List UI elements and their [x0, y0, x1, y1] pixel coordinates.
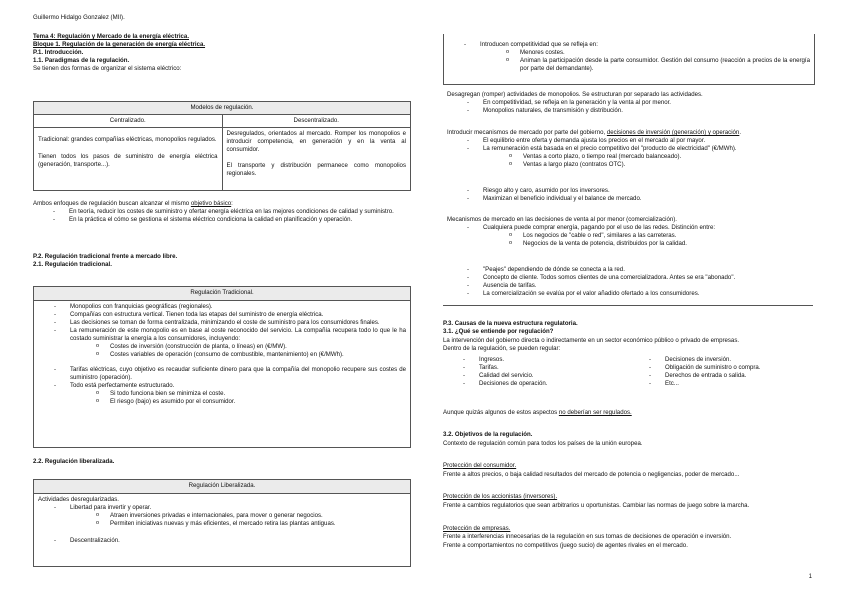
- aunque-text: Aunque quizás algunos de estos aspectos no deberían ser regulados.: [443, 409, 632, 416]
- list-item: o Atraen inversiones privadas e internacionales, para mover o generar negocios.: [34, 512, 410, 520]
- heading-consumidor: Protección del consumidor.: [443, 462, 517, 469]
- section-2-2: 2.2. Regulación liberalizada.: [33, 458, 115, 465]
- heading-accionistas: Protección de los accionistas (inversores).: [443, 493, 558, 500]
- models-c2-p2: El transporte y distribución permanece como monopolios regionales.: [226, 162, 406, 178]
- list-item: - Tarifas.: [443, 364, 629, 372]
- page-number: 1: [808, 572, 812, 580]
- section-1-1: 1.1. Paradigmas de la regulación.: [33, 57, 130, 64]
- list-item: - El equilibrio entre oferta y demanda ajusta los precios en el mercado al por mayor.: [447, 137, 813, 145]
- section-3-2: 3.2. Objetivos de la regulación.: [443, 431, 533, 438]
- list-item: o Costes variables de operación (consumo de combustible, mantenimiento) en (€/MWh).: [34, 351, 406, 359]
- list-item: - Decisiones de inversión.: [629, 356, 815, 364]
- introducir-list: [447, 137, 813, 169]
- text-empresas-1: Frente a interferencias innecesarias de la regulación en sus tomas de decisiones de operación e inversión.: [443, 533, 732, 540]
- list-item: - La remuneración de este monopolio es en base al coste reconocido del servicio. La compañía recupera todo lo que le ha costado suministrar la energía a los consumidores, incluyendo:: [34, 327, 406, 343]
- list-item: - Cualquiera puede comprar energía, pagando por el uso de las redes. Distinción entre:: [447, 224, 813, 232]
- list-item: - Introducen competitividad que se refleja en:: [444, 41, 810, 49]
- list-item: - Maximizan el beneficio individual y el balance de mercado.: [447, 195, 813, 203]
- list-item: - Derechos de entrada o salida.: [629, 372, 815, 380]
- peajes-list: [447, 266, 813, 298]
- mecanismos-list: [447, 224, 813, 248]
- list-item: o El riesgo (bajo) es asumido por el consumidor.: [34, 398, 406, 406]
- list-item: - Compañías con estructura vertical. Tienen toda las etapas del suministro de energía eléctrica.: [34, 311, 406, 319]
- section-p2: P.2. Regulación tradicional frente a mercado libre.: [33, 253, 178, 260]
- list-item: - La remuneración está basada en el precio competitivo del "producto de electricidad" (€/MWh).: [447, 145, 813, 153]
- author-line: Guillermo Hidalgo Gonzalez (MII).: [33, 14, 125, 21]
- list-item: - Ausencia de tarifas.: [447, 282, 813, 290]
- models-c1-p1: Tradicional: grandes compañías eléctricas, monopolios regulados.: [38, 136, 217, 144]
- heading-empresas: Protección de empresas.: [443, 525, 511, 532]
- list-item: o Animan la participación desde la parte consumidor. Gestión del consumo (reacción a precios de la energía por parte del demandante).: [444, 57, 810, 73]
- liberalized-title: Regulación Liberalizada.: [34, 480, 410, 494]
- liberalized-box-continued: [443, 34, 815, 85]
- section-3-1: 3.1. ¿Qué se entiende por regulación?: [443, 328, 554, 335]
- riesgo-list: [447, 187, 813, 203]
- list-item: - Concepto de cliente. Todos somos clientes de una comercializadora. Antes se era "abonado".: [447, 274, 813, 282]
- text-empresas-2: Frente a comportamientos no competitivos (juego sucio) de agentes rivales en el mercado.: [443, 542, 688, 549]
- models-col-decentralized: Descentralizado.: [222, 115, 411, 128]
- list-item: - Calidad del servicio.: [443, 372, 629, 380]
- list-item: - "Peajes" dependiendo de dónde se conecta a la red.: [447, 266, 813, 274]
- list-item: o Negocios de la venta de potencia, distribuidos por la calidad.: [447, 240, 813, 248]
- section-p1: P.1. Introducción.: [33, 49, 84, 56]
- list-item: - Libertad para invertir y operar.: [34, 504, 410, 512]
- list-item: - Decisiones de operación.: [443, 380, 629, 388]
- desagregan-text: Desagregan (romper) actividades de monopolios. Se estructuran por separado las actividades.: [447, 91, 703, 98]
- list-item: - Ingresos.: [443, 356, 629, 364]
- section-p3: P.3. Causas de la nueva estructura regulatoria.: [443, 320, 578, 327]
- models-col-centralized: Centralizado.: [34, 115, 223, 128]
- traditional-title: Regulación Tradicional.: [34, 287, 410, 301]
- list-item: - Tarifas eléctricas, cuyo objetivo es recaudar suficiente dinero para que la compañía del monopolio recupere sus costes de suministro (operación).: [34, 366, 406, 382]
- list-item: o Si todo funciona bien se minimiza el coste.: [34, 390, 406, 398]
- regular-lists: [443, 356, 815, 388]
- list-item: - Todo está perfectamente estructurado.: [34, 382, 406, 390]
- ambos-list: [33, 208, 411, 224]
- traditional-box: [33, 286, 411, 448]
- list-item: - Descentralización.: [34, 537, 410, 545]
- list-item: o Ventas a largo plazo (contratos OTC).: [447, 161, 813, 169]
- mecanismos-text: Mecanismos de mercado en las decisiones de venta al por menor (comercialización).: [447, 216, 677, 223]
- list-item: o Los negocios de "cable o red", similares a las carreteras.: [447, 232, 813, 240]
- models-title: Modelos de regulación.: [34, 102, 411, 115]
- desagregan-list: [447, 99, 813, 115]
- list-item: - Obligación de suministro o compra.: [629, 364, 815, 372]
- list-item: o Menores costes.: [444, 49, 810, 57]
- list-item: - Monopolios naturales, de transmisión y distribución.: [447, 107, 813, 115]
- text-accionistas: Frente a cambios regulatorios que sean arbitrarios u oportunistas. Cambiar las normas de juego sobre la marcha.: [443, 502, 750, 509]
- intro-text: Se tienen dos formas de organizar el sistema eléctrico:: [33, 65, 182, 72]
- models-table: [33, 101, 411, 191]
- dentro-text: Dentro de la regulación, se pueden regular:: [443, 345, 561, 352]
- bloque-title: Bloque 1. Regulación de la generación de energía eléctrica.: [33, 41, 206, 48]
- list-item: - En competitividad, se refleja en la generación y la venta al por menor.: [447, 99, 813, 107]
- text-consumidor: Frente a altos precios, o baja calidad resultados del mercado de potencia o negligencias, poder de mercado...: [443, 471, 740, 478]
- list-item: - En la práctica el cómo se gestiona el sistema eléctrico condiciona la calidad en planificación y operación.: [33, 216, 411, 224]
- list-item: - Las decisiones se toman de forma centralizada, minimizando el coste de suministro para los consumidores finales.: [34, 319, 406, 327]
- list-item: - En teoría, reducir los costes de suministro y ofertar energía eléctrica en las mejores condiciones de calidad y suministro.: [33, 208, 411, 216]
- box-bottom-border: [443, 305, 813, 306]
- section-3-2-text: Contexto de regulación común para todos los países de la unión europea.: [443, 440, 643, 447]
- section-3-1-text: La intervención del gobierno directa o indirectamente en un sector económico público o privado de empresas.: [443, 337, 740, 344]
- liberalized-box: [33, 479, 411, 567]
- liberalized-intro: Actividades desregularizadas.: [38, 496, 119, 504]
- models-c1-p2: Tienen todos los pasos de suministro de energía eléctrica (generación, transporte...).: [38, 153, 218, 169]
- list-item: o Costes de inversión (construcción de planta, o líneas) en (€/MW).: [34, 343, 406, 351]
- tema-title: Tema 4: Regulación y Mercado de la energía eléctrica.: [33, 33, 190, 40]
- list-item: - Monopolios con franquicias geográficas (regionales).: [34, 303, 406, 311]
- list-item: - La comercialización se evalúa por el valor añadido ofertado a los consumidores.: [447, 290, 813, 298]
- introducir-text: Introducir mecanismos de mercado por parte del gobierno, decisiones de inversión (generación) y operación.: [447, 129, 742, 136]
- section-2-1: 2.1. Regulación tradicional.: [33, 261, 112, 268]
- list-item: - Riesgo alto y caro, asumido por los inversores.: [447, 187, 813, 195]
- list-item: o Ventas a corto plazo, o tiempo real (mercado balanceado).: [447, 153, 813, 161]
- list-item: - Etc...: [629, 380, 815, 388]
- list-item: o Permiten iniciativas nuevas y más eficientes, el mercado retira las plantas antiguas.: [34, 520, 410, 528]
- models-c2-p1: Desregulados, orientados al mercado. Romper los monopolios e introducir competencia, en generación y en la venta al consumidor.: [226, 130, 406, 154]
- ambos-text: Ambos enfoques de regulación buscan alcanzar el mismo objetivo básico:: [33, 200, 233, 207]
